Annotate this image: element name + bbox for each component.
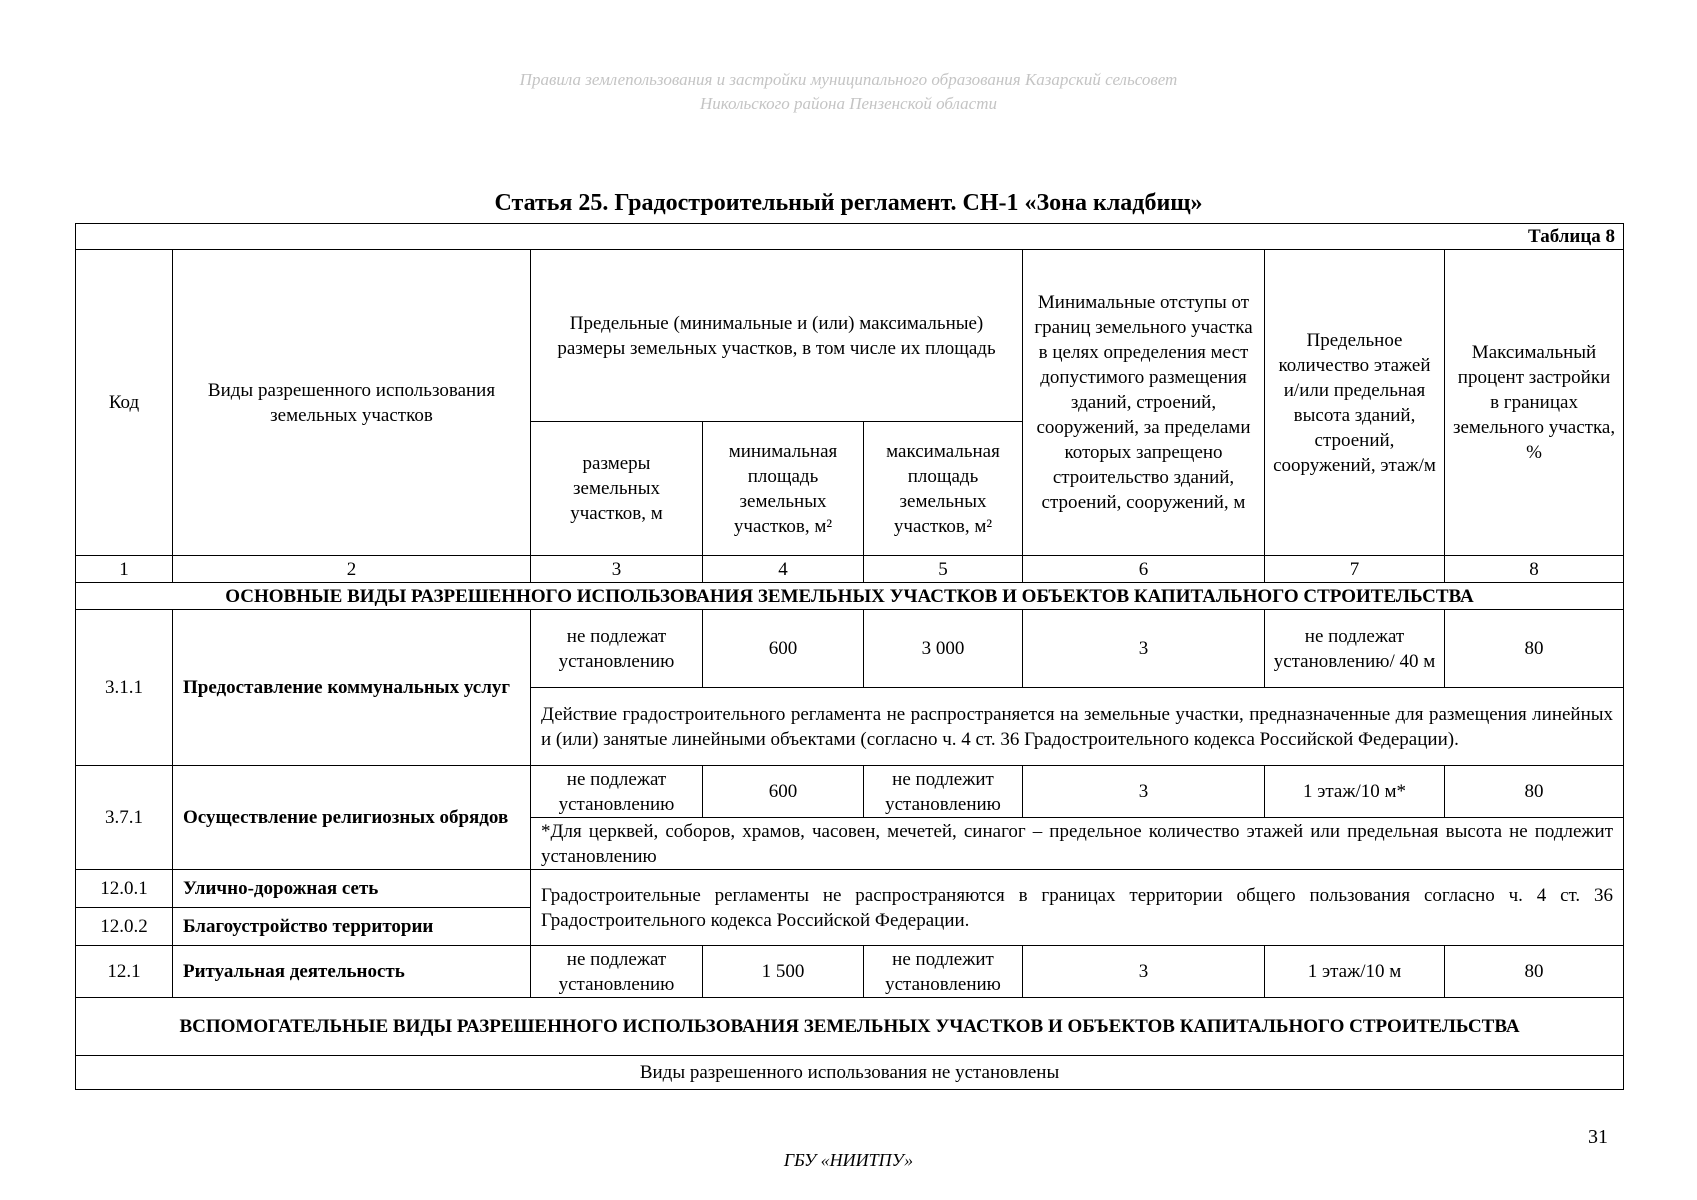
row-max-area: 3 000 <box>864 610 1023 688</box>
table-row <box>76 946 1624 998</box>
page-number: 31 <box>1588 1126 1608 1148</box>
row-sizes: не подлежат установлению <box>531 946 703 998</box>
header-sizes-group: Предельные (минимальные и (или) максимальные) размеры земельных участков, в том числе их площадь <box>531 250 1023 422</box>
col-number: 3 <box>531 556 703 583</box>
header-kinds: Виды разрешенного использования земельных участков <box>173 250 531 556</box>
col-number: 1 <box>76 556 173 583</box>
row-note: *Для церквей, соборов, храмов, часовен, мечетей, синагог – предельное количество этажей или предельная высота не подлежит установлению <box>531 818 1624 870</box>
header-max-area: максимальная площадь земельных участков, м² <box>864 422 1023 556</box>
aux-section-heading: ВСПОМОГАТЕЛЬНЫЕ ВИДЫ РАЗРЕШЕННОГО ИСПОЛЬЗОВАНИЯ ЗЕМЕЛЬНЫХ УЧАСТКОВ И ОБЪЕКТОВ КАПИТАЛЬНОГО СТРОИТЕЛЬСТВА <box>76 998 1624 1056</box>
row-name: Ритуальная деятельность <box>173 946 531 998</box>
row-code: 12.0.1 <box>76 870 173 908</box>
header-code: Код <box>76 250 173 556</box>
table-row <box>76 870 1624 908</box>
header-setbacks: Минимальные отступы от границ земельного участка в целях определения мест допустимого размещения зданий, строений, сооружений, за пределами которых запрещено строительство зданий, строений, сооружений, м <box>1023 250 1265 556</box>
row-code: 3.1.1 <box>76 610 173 766</box>
row-min-area: 600 <box>703 766 864 818</box>
header-coverage: Максимальный процент застройки в границах земельного участка, % <box>1445 250 1624 556</box>
row-max-area: не подлежит установлению <box>864 766 1023 818</box>
aux-section-text: Виды разрешенного использования не установлены <box>76 1056 1624 1090</box>
document-header <box>0 68 1697 116</box>
row-coverage: 80 <box>1445 946 1624 998</box>
row-floors: 1 этаж/10 м <box>1265 946 1445 998</box>
row-floors: 1 этаж/10 м* <box>1265 766 1445 818</box>
table-row <box>76 766 1624 818</box>
row-setback: 3 <box>1023 766 1265 818</box>
row-coverage: 80 <box>1445 766 1624 818</box>
article-title: Статья 25. Градостроительный регламент. СН-1 «Зона кладбищ» <box>494 190 1203 216</box>
header-sizes: размеры земельных участков, м <box>531 422 703 556</box>
column-numbers-row <box>76 556 1624 583</box>
row-max-area: не подлежит установлению <box>864 946 1023 998</box>
col-number: 2 <box>173 556 531 583</box>
row-sizes: не подлежат установлению <box>531 766 703 818</box>
row-sizes: не подлежат установлению <box>531 610 703 688</box>
regulation-table <box>75 223 1624 1090</box>
col-number: 5 <box>864 556 1023 583</box>
header-line-1: Правила землепользования и застройки муниципального образования Казарский сельсовет <box>519 70 1178 89</box>
col-number: 7 <box>1265 556 1445 583</box>
shared-note-12: Градостроительные регламенты не распространяются в границах территории общего пользования согласно ч. 4 ст. 36 Градостроительного кодекса Российской Федерации. <box>531 870 1624 946</box>
row-code: 3.7.1 <box>76 766 173 870</box>
row-coverage: 80 <box>1445 610 1624 688</box>
row-setback: 3 <box>1023 946 1265 998</box>
main-section-heading: ОСНОВНЫЕ ВИДЫ РАЗРЕШЕННОГО ИСПОЛЬЗОВАНИЯ ЗЕМЕЛЬНЫХ УЧАСТКОВ И ОБЪЕКТОВ КАПИТАЛЬНОГО СТРОИТЕЛЬСТВА <box>76 583 1624 610</box>
col-number: 6 <box>1023 556 1265 583</box>
header-line-2: Никольского района Пензенской области <box>699 94 998 113</box>
row-note: Действие градостроительного регламента не распространяется на земельные участки, предназначенные для размещения линейных и (или) занятые линейными объектами (согласно ч. 4 ст. 36 Градостроительного кодекса Российской Федерации). <box>531 688 1624 766</box>
row-floors: не подлежат установлению/ 40 м <box>1265 610 1445 688</box>
row-code: 12.1 <box>76 946 173 998</box>
row-name: Благоустройство территории <box>173 908 531 946</box>
table-number: Таблица 8 <box>76 224 1624 250</box>
row-min-area: 1 500 <box>703 946 864 998</box>
header-floors: Предельное количество этажей и/или предельная высота зданий, строений, сооружений, этаж/м <box>1265 250 1445 556</box>
table-row <box>76 610 1624 688</box>
row-code: 12.0.2 <box>76 908 173 946</box>
row-name: Предоставление коммунальных услуг <box>173 610 531 766</box>
row-name: Осуществление религиозных обрядов <box>173 766 531 870</box>
document-footer: ГБУ «НИИТПУ» <box>783 1150 914 1170</box>
col-number: 4 <box>703 556 864 583</box>
col-number: 8 <box>1445 556 1624 583</box>
header-min-area: минимальная площадь земельных участков, м² <box>703 422 864 556</box>
row-min-area: 600 <box>703 610 864 688</box>
row-name: Улично-дорожная сеть <box>173 870 531 908</box>
row-setback: 3 <box>1023 610 1265 688</box>
